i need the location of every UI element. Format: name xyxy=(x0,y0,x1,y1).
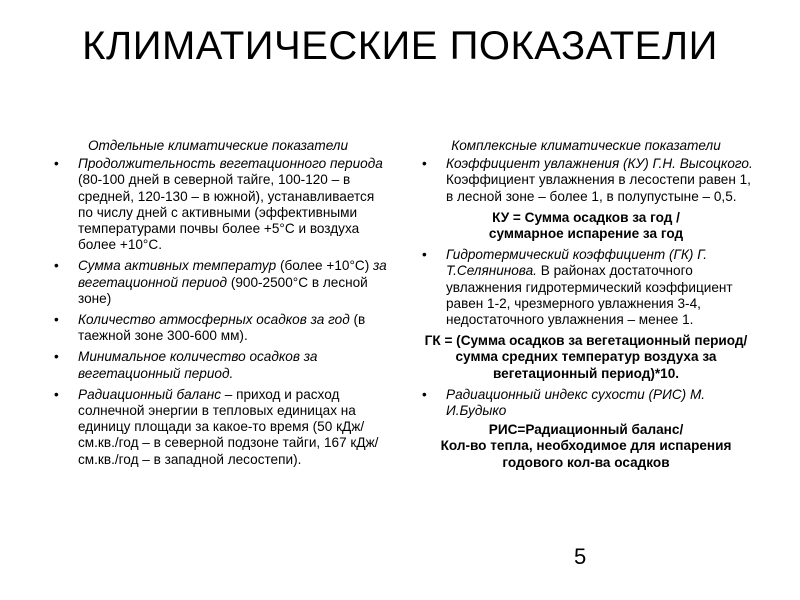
bullet-icon: • xyxy=(54,156,59,172)
list-item-active-temperatures xyxy=(48,258,388,307)
item-text: (в таежной зоне 300-600 мм). xyxy=(78,312,366,344)
item-text: Коэффициент увлажнения в лесостепи равен 1, в лесной зоне – более 1, в полупустыне – 0,5. xyxy=(446,172,751,204)
item-text: (80-100 дней в северной тайге, 100-120 – в средней, 120-130 – в южной), устанавливается по числу дней с активными (эффективными температурами почвы более +5°С и воздуха более +10°С. xyxy=(78,172,375,253)
list-item-min-precipitation xyxy=(48,349,388,381)
list-item-radiation-balance xyxy=(48,387,388,468)
item-text-2: (900-2500°С в лесной зоне) xyxy=(78,274,368,306)
bullet-icon: • xyxy=(422,386,427,402)
item-term: Радиационный баланс xyxy=(78,386,222,402)
item-term: Минимальное количество осадков за вегетационный период. xyxy=(78,349,318,381)
list-item-humidity-coefficient xyxy=(416,156,756,205)
right-column xyxy=(416,138,756,471)
item-text: В районах достаточного увлажнения гидротермический коэффициент равен 1-2, чрезмерного увлажнения 3-4, недостаточного увлажнения – менее 1. xyxy=(446,263,733,328)
list-item-radiation-dryness-index xyxy=(416,387,756,419)
right-bullet-list-2 xyxy=(416,247,756,328)
item-text: (более +10°С) xyxy=(276,258,373,274)
bullet-icon: • xyxy=(422,247,427,263)
bullet-icon: • xyxy=(422,156,427,172)
ris-formula-line-1: РИС=Радиационный баланс/ xyxy=(488,422,684,438)
item-term: Коэффициент увлажнения (КУ) Г.Н. Высоцкого. xyxy=(446,156,753,172)
right-bullet-list xyxy=(416,156,756,205)
item-term: Продолжительность вегетационного периода xyxy=(78,156,383,172)
item-text: – приход и расход солнечной энергии в тепловых единицах на единицу площади за какое-то время (50 кДж/см.кв./год – в северной подзоне тайги, 167 кДж/см.кв./год – в западной лесостепи). xyxy=(78,386,379,467)
ku-formula-line-1: КУ = Сумма осадков за год / xyxy=(492,209,680,225)
bullet-icon: • xyxy=(54,349,59,365)
left-column xyxy=(48,138,388,473)
item-term: Сумма активных температур xyxy=(78,258,277,274)
page-number: 5 xyxy=(574,544,587,569)
left-bullet-list xyxy=(48,156,388,468)
right-column-heading: Комплексные климатические показатели xyxy=(451,138,721,153)
bullet-icon: • xyxy=(54,386,59,402)
bullet-icon: • xyxy=(54,258,59,274)
slide-title: КЛИМАТИЧЕСКИЕ ПОКАЗАТЕЛИ xyxy=(82,24,718,68)
left-column-heading: Отдельные климатические показатели xyxy=(87,138,349,153)
item-term: Гидротермический коэффициент (ГК) Г. Т.Селянинова. xyxy=(446,247,708,279)
list-item-hydrothermal-coefficient xyxy=(416,247,756,328)
ris-formula-line-2: Кол-во тепла, необходимое для испарения годового кол-ва осадков xyxy=(440,438,732,470)
item-term: Количество атмосферных осадков за год xyxy=(78,312,350,328)
bullet-icon: • xyxy=(54,312,59,328)
list-item-vegetation-period xyxy=(48,156,388,253)
item-term: Радиационный индекс сухости (РИС) М. И.Будыко xyxy=(446,386,706,419)
ku-formula-line-2: суммарное испарение за год xyxy=(488,226,684,242)
list-item-annual-precipitation xyxy=(48,312,388,344)
item-term-2: за вегетационной период xyxy=(78,258,387,290)
right-bullet-list-3 xyxy=(416,387,756,419)
gk-formula: ГК = (Сумма осадков за вегетационный период/сумма средних температур воздуха за вегетационный период)*10. xyxy=(424,333,748,381)
